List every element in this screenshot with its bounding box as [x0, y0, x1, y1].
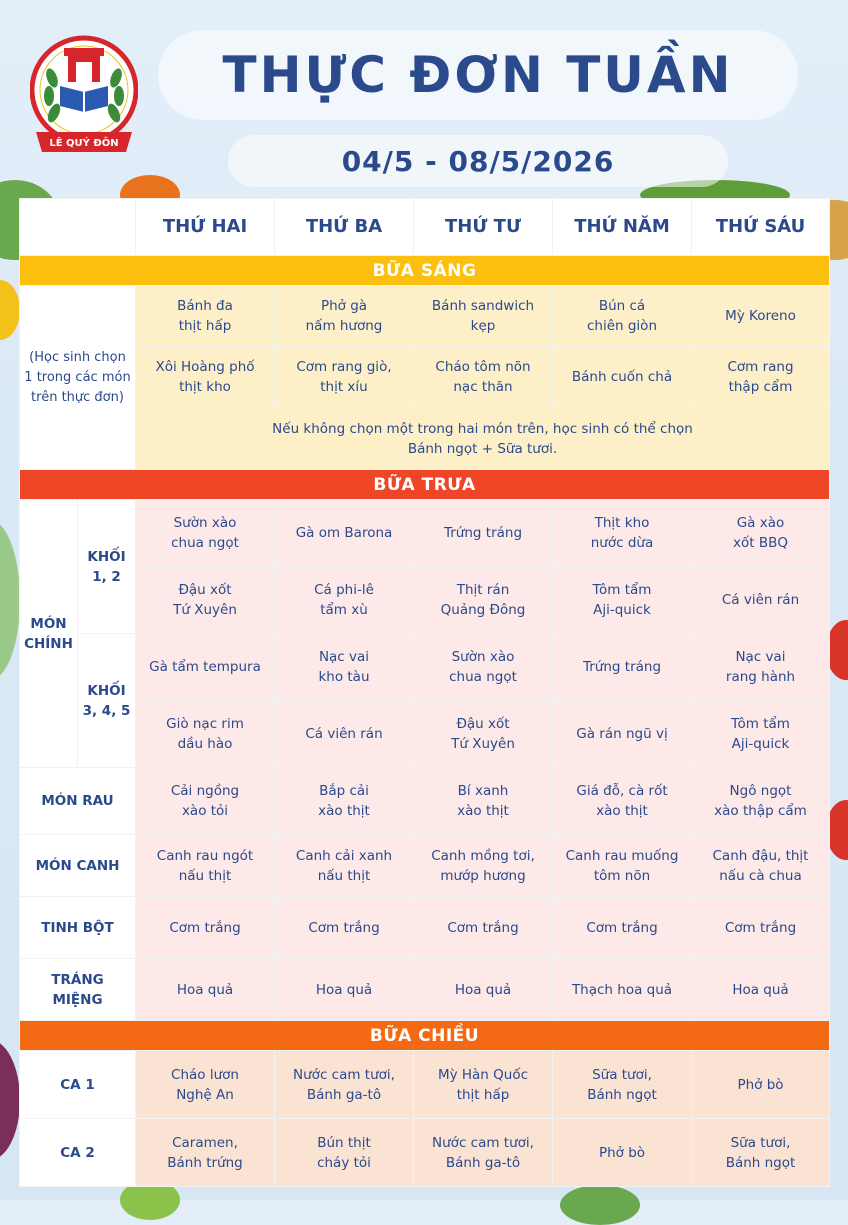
menu-cell — [275, 959, 414, 1021]
menu-item-line: Nếu không chọn một trong hai món trên, học sinh có thể chọn — [272, 420, 693, 437]
menu-item-line: thịt hấp — [456, 1086, 510, 1103]
menu-cell — [553, 634, 692, 701]
menu-item-line: nấu thịt — [317, 867, 371, 884]
menu-cell — [414, 1051, 553, 1119]
menu-item-line: Mỳ Hàn Quốc — [437, 1066, 529, 1083]
menu-item-line: Phở bò — [737, 1076, 784, 1093]
row-label: TRÁNG MIỆNG — [20, 959, 136, 1021]
menu-item-line: Caramen, — [172, 1134, 238, 1151]
title-banner — [158, 30, 798, 120]
menu-item-line: Cơm rang giò, — [296, 359, 392, 375]
menu-item-line: Phở gà — [320, 298, 368, 314]
menu-item-line: Bắp cải — [319, 783, 369, 799]
menu-cell — [692, 634, 830, 701]
menu-cell — [553, 701, 692, 768]
menu-item-line: Tứ Xuyên — [451, 736, 515, 752]
menu-item-line: KHỐI — [87, 548, 126, 565]
menu-item-line: Nghệ An — [176, 1086, 234, 1103]
breakfast-row — [20, 286, 830, 347]
menu-cell — [136, 286, 275, 347]
menu-cell — [275, 1119, 414, 1187]
menu-item-line: Trứng tráng — [582, 659, 662, 675]
menu-item-line: rang hành — [725, 669, 796, 685]
menu-item-line: chua ngọt — [449, 669, 517, 685]
menu-item-line: Bí xanh — [457, 783, 509, 799]
menu-cell — [136, 500, 275, 567]
menu-item-line: chiên giòn — [586, 318, 658, 334]
menu-item-line: nấm hương — [305, 318, 383, 334]
lunch-row — [20, 835, 830, 897]
lunch-row — [20, 768, 830, 835]
menu-cell — [275, 897, 414, 959]
menu-item-line: Tôm tẩm — [592, 582, 652, 598]
menu-cell — [275, 701, 414, 768]
menu-item-line: Ngô ngọt — [729, 783, 792, 799]
menu-item-line: Canh đậu, thịt — [712, 847, 809, 864]
menu-cell — [553, 500, 692, 567]
row-label: MÓN RAU — [20, 768, 136, 835]
menu-cell — [414, 897, 553, 959]
menu-cell — [692, 897, 830, 959]
vegetable-decoration — [560, 1185, 640, 1225]
menu-item-line: Hoa quả — [732, 981, 789, 998]
date-range: 04/5 - 08/5/2026 — [341, 144, 615, 178]
menu-cell — [553, 567, 692, 634]
menu-item-line: tôm nõn — [593, 867, 651, 884]
menu-cell — [692, 959, 830, 1021]
menu-cell — [275, 500, 414, 567]
menu-cell — [275, 347, 414, 408]
menu-item-line: Thạch hoa quả — [571, 981, 673, 998]
section-title: BỮA SÁNG — [20, 256, 830, 286]
menu-cell — [553, 897, 692, 959]
menu-item-line: Đậu xốt — [456, 716, 510, 732]
menu-item-line: Cơm trắng — [169, 919, 241, 936]
menu-item-line: Quảng Đông — [440, 602, 526, 618]
menu-cell — [136, 634, 275, 701]
menu-item-line: mướp hương — [440, 867, 526, 884]
menu-item-line: Tôm tẩm — [731, 716, 790, 732]
day-header: THỨ SÁU — [692, 199, 830, 256]
menu-item-line: Cơm trắng — [586, 919, 658, 936]
menu-cell — [414, 286, 553, 347]
lunch-row — [20, 959, 830, 1021]
menu-item-line: Bánh trứng — [167, 1154, 243, 1171]
menu-cell — [553, 959, 692, 1021]
menu-item-line: dầu hào — [177, 736, 233, 752]
menu-item-line: Canh cải xanh — [295, 847, 393, 864]
menu-item-line: Gà tẩm tempura — [149, 659, 261, 675]
menu-cell — [553, 835, 692, 897]
menu-cell — [414, 835, 553, 897]
afternoon-row — [20, 1119, 830, 1187]
main-dish-label — [20, 500, 78, 768]
breakfast-row — [20, 347, 830, 408]
menu-cell — [136, 897, 275, 959]
menu-item-line: Bánh đa — [177, 298, 233, 314]
menu-cell — [692, 567, 830, 634]
menu-cell — [275, 567, 414, 634]
row-label: CA 2 — [20, 1119, 136, 1187]
menu-item-line: Bún cá — [598, 298, 646, 314]
menu-item-line: Xôi Hoàng phố — [155, 359, 255, 375]
page-title: THỰC ĐƠN TUẦN — [222, 46, 734, 104]
menu-cell — [692, 835, 830, 897]
date-banner — [228, 135, 728, 187]
menu-cell — [136, 567, 275, 634]
breakfast-note — [136, 408, 830, 470]
grade-group-label — [78, 634, 136, 768]
menu-item-line: Cơm trắng — [447, 919, 519, 936]
menu-item-line: Sữa tươi, — [592, 1066, 652, 1083]
menu-cell — [136, 768, 275, 835]
menu-item-line: Canh rau muống — [565, 847, 679, 864]
menu-table — [19, 198, 830, 1187]
menu-cell — [553, 286, 692, 347]
afternoon-section-header — [20, 1021, 830, 1051]
school-name: LÊ QUÝ ĐÔN — [49, 138, 119, 149]
menu-item-line: 3, 4, 5 — [82, 702, 131, 719]
menu-cell — [136, 347, 275, 408]
menu-cell — [692, 347, 830, 408]
menu-item-line: Canh mồng tơi, — [431, 847, 535, 864]
menu-item-line: Hoa quả — [176, 981, 234, 998]
main-dish-label-line: MÓN — [30, 615, 67, 632]
menu-cell — [692, 701, 830, 768]
menu-item-line: Thịt rán — [456, 582, 510, 598]
menu-cell — [275, 835, 414, 897]
menu-cell — [136, 835, 275, 897]
menu-item-line: Bánh ngọt + Sữa tươi. — [407, 440, 558, 457]
menu-item-line: Bún thịt — [317, 1134, 371, 1151]
menu-cell — [136, 1051, 275, 1119]
menu-item-line: Phở bò — [598, 1144, 646, 1161]
lunch-main-row — [20, 567, 830, 634]
grade-group-label — [78, 500, 136, 634]
menu-item-line: Gà rán ngũ vị — [576, 726, 668, 742]
menu-cell — [414, 500, 553, 567]
menu-item-line: xào thịt — [596, 803, 648, 819]
breakfast-note-row — [20, 408, 830, 470]
menu-cell — [275, 634, 414, 701]
menu-item-line: Trứng tráng — [443, 525, 523, 541]
lunch-main-row — [20, 634, 830, 701]
temple-gate-icon — [64, 48, 104, 82]
vegetable-decoration — [0, 520, 20, 680]
menu-item-line: Cháo tôm nõn — [435, 359, 531, 375]
menu-cell — [414, 1119, 553, 1187]
menu-item-line: thịt kho — [179, 379, 231, 395]
vegetable-decoration — [0, 1040, 20, 1160]
menu-item-line: nấu thịt — [178, 867, 232, 884]
menu-item-line: Mỳ Koreno — [725, 308, 796, 324]
vegetable-decoration — [0, 280, 20, 340]
menu-item-line: xốt BBQ — [733, 535, 788, 551]
menu-item-line: Nạc vai — [318, 649, 370, 665]
menu-item-line: Bánh sandwich kẹp — [431, 298, 535, 334]
menu-item-line: nước dừa — [590, 535, 654, 551]
menu-item-line: Sườn xào — [451, 649, 515, 665]
menu-cell — [553, 1119, 692, 1187]
menu-item-line: Gà om Barona — [295, 525, 393, 541]
menu-item-line: Cơm trắng — [308, 919, 380, 936]
menu-item-line: Gà xào — [736, 515, 785, 531]
menu-cell — [275, 768, 414, 835]
menu-item-line: Cá viên rán — [305, 726, 383, 742]
menu-cell — [414, 701, 553, 768]
menu-cell — [692, 1051, 830, 1119]
menu-item-line: xào thập cẩm — [714, 803, 807, 819]
menu-item-line: Bánh ga-tô — [445, 1154, 521, 1171]
menu-item-line: cháy tỏi — [317, 1154, 371, 1171]
lunch-main-row — [20, 500, 830, 567]
menu-item-line: xào thịt — [457, 803, 509, 819]
menu-item-line: Bánh ga-tô — [306, 1086, 382, 1103]
menu-item-line: nấu cà chua — [719, 867, 802, 884]
menu-item-line: xào tỏi — [181, 803, 229, 819]
section-title: BỮA CHIỀU — [20, 1021, 830, 1051]
menu-cell — [692, 1119, 830, 1187]
menu-item-line: Giò nạc rim — [166, 716, 244, 732]
menu-item-line: Aji-quick — [731, 736, 790, 752]
menu-item-line: nạc thăn — [453, 379, 513, 395]
day-header: THỨ HAI — [136, 199, 275, 256]
menu-item-line: thập cẩm — [728, 379, 793, 395]
menu-item-line: Aji-quick — [593, 602, 651, 618]
menu-item-line: Cơm trắng — [724, 919, 797, 936]
menu-item-line: Sườn xào — [173, 515, 237, 531]
menu-cell — [414, 768, 553, 835]
menu-item-line: Hoa quả — [454, 981, 512, 998]
menu-item-line: Giá đỗ, cà rốt — [576, 783, 668, 799]
menu-item-line: Bánh ngọt — [725, 1154, 796, 1171]
menu-cell — [553, 768, 692, 835]
menu-item-line: Cải ngồng — [170, 783, 240, 799]
menu-cell — [692, 500, 830, 567]
menu-item-line: Thịt kho — [594, 515, 650, 531]
day-header: THỨ BA — [275, 199, 414, 256]
section-title: BỮA TRƯA — [20, 470, 830, 500]
menu-item-line: kho tàu — [318, 669, 370, 685]
menu-item-line: Sữa tươi, — [730, 1134, 791, 1151]
menu-cell — [136, 1119, 275, 1187]
menu-cell — [553, 347, 692, 408]
menu-item-line: Nước cam tươi, — [432, 1134, 534, 1151]
menu-item-line: Bánh ngọt — [587, 1086, 657, 1103]
menu-item-line: Cá phi-lê — [314, 582, 374, 598]
afternoon-row — [20, 1051, 830, 1119]
school-logo — [30, 28, 138, 162]
menu-item-line: Tứ Xuyên — [173, 602, 237, 618]
menu-cell — [414, 634, 553, 701]
menu-item-line: Cháo lươn — [171, 1066, 239, 1083]
day-header-row — [20, 199, 830, 256]
menu-cell — [136, 959, 275, 1021]
day-header: THỨ NĂM — [553, 199, 692, 256]
lunch-row — [20, 897, 830, 959]
menu-item-line: Nạc vai — [735, 649, 786, 665]
menu-item-line: 1, 2 — [92, 568, 121, 585]
menu-item-line: Nước cam tươi, — [293, 1066, 395, 1083]
menu-item-line: Cơm rang — [727, 359, 794, 375]
menu-item-line: Bánh cuốn chả — [571, 369, 673, 385]
menu-cell — [414, 567, 553, 634]
menu-item-line: Canh rau ngót — [156, 847, 254, 864]
breakfast-side-note: (Học sinh chọn 1 trong các món trên thực đơn) — [20, 286, 136, 470]
menu-cell — [692, 286, 830, 347]
menu-item-line: Cá viên rán — [721, 592, 800, 608]
menu-cell — [414, 347, 553, 408]
menu-item-line: thịt xíu — [320, 379, 368, 395]
lunch-main-row — [20, 701, 830, 768]
row-label: CA 1 — [20, 1051, 136, 1119]
menu-item-line: Đậu xốt — [178, 582, 232, 598]
menu-item-line: chua ngọt — [171, 535, 239, 551]
menu-item-line: KHỐI — [87, 682, 126, 699]
menu-cell — [275, 286, 414, 347]
menu-cell — [136, 701, 275, 768]
menu-item-line: xào thịt — [318, 803, 370, 819]
menu-item-line: Hoa quả — [315, 981, 373, 998]
breakfast-section-header — [20, 256, 830, 286]
day-header: THỨ TƯ — [414, 199, 553, 256]
lunch-section-header — [20, 470, 830, 500]
row-label: MÓN CANH — [20, 835, 136, 897]
corner-cell — [20, 199, 136, 256]
menu-item-line: tẩm xù — [320, 602, 368, 618]
menu-cell — [553, 1051, 692, 1119]
row-label: TINH BỘT — [20, 897, 136, 959]
menu-item-line: thịt hấp — [178, 318, 232, 334]
menu-cell — [692, 768, 830, 835]
menu-cell — [275, 1051, 414, 1119]
menu-cell — [414, 959, 553, 1021]
main-dish-label-line: CHÍNH — [24, 635, 73, 652]
